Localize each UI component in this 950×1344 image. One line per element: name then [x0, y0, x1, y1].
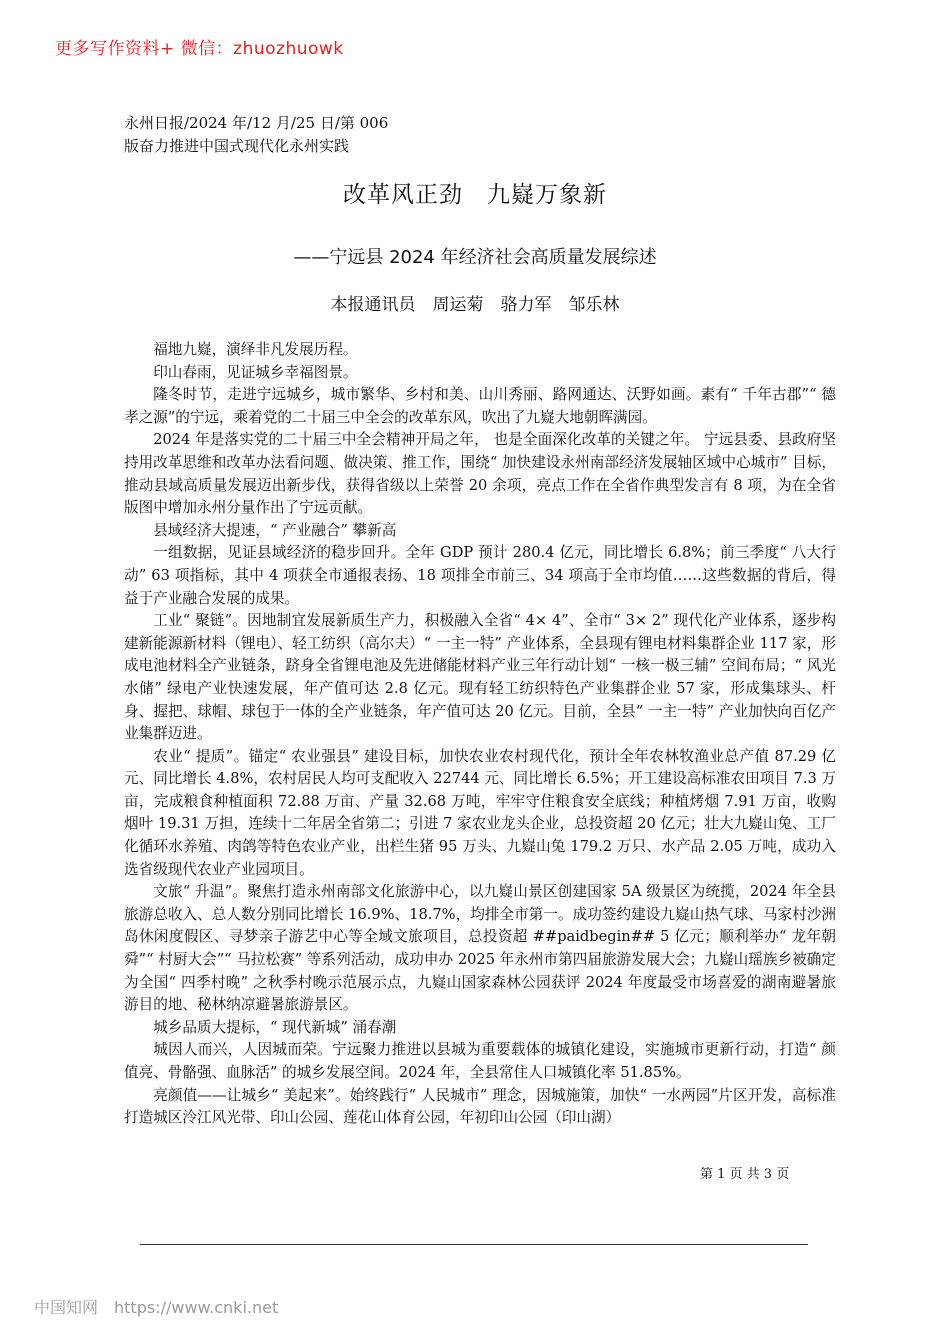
source-line-2: 版奋力推进中国式现代化永州实践 — [124, 137, 350, 155]
watermark-url[interactable]: https://www.cnki.net — [114, 1298, 279, 1317]
paragraph-industry: 工业“ 聚链”。因地制宜发展新质生产力，积极融入全省“ 4× 4”、全市“ 3× 2” 现代化产业体系，逐步构建新能源新材料（锂电）、轻工纺织（高尔夫）“ 一主一特” 产业体系，全县现有锂电材料集群企业 117 家，形成电池材料全产业链条，跻身全省锂电池及先进储能材料产业三年行动计划“ 一核一极三辅” 空间布局；“ 风光水储” 绿电产业快速发展，年产值可达 2.8 亿元。现有轻工纺织特色产业集群企业 57 家，形成集球头、杆身、握把、球帽、球包于一体的全产业链条，年产值可达 20 亿元。目前，全县“ 一主一特” 产业加快向百亿产业集群迈进。 — [124, 612, 836, 743]
footer-divider — [140, 1244, 808, 1245]
section-heading-urban: 城乡品质大提标，“ 现代新城” 涌春潮 — [153, 1018, 397, 1036]
paragraph-1: 福地九嶷，演绎非凡发展历程。 — [153, 341, 358, 358]
paragraph-12: 亮颜值——让城乡“ 美起来”。始终践行“ 人民城市” 理念，因城施策，加快“ 一水两园”片区开发，高标准打造城区泠江风光带、印山公园、莲花山体育公园，年初印山公园（印山湖） — [124, 1086, 836, 1127]
source-line-1: 永州日报/2024 年/12 月/25 日/第 006 — [124, 114, 389, 132]
byline: 本报通讯员 周运菊 骆力军 邹乐林 — [330, 295, 620, 315]
promo-banner[interactable]: 更多写作资料+ 微信：zhuozhuowk — [55, 39, 344, 59]
paragraph-11: 城因人而兴，人因城而荣。宁远聚力推进以县城为重要载体的城镇化建设，实施城市更新行动，打造“ 颜值亮、骨骼强、血脉活” 的城乡发展空间。2024 年，全县常住人口城镇化率 51.85%。 — [124, 1041, 836, 1081]
section-heading-economy: 县域经济大提速，“ 产业融合” 攀新高 — [153, 521, 397, 539]
article-body — [124, 339, 836, 1130]
watermark-brand: 中国知网 — [34, 1298, 99, 1317]
cnki-watermark — [34, 1295, 278, 1318]
paragraph-4: 2024 年是落实党的二十届三中全会精神开局之年， 也是全面深化改革的关键之年。 宁远县委、县政府坚持用改革思维和改革办法看问题、做决策、推工作，围绕“ 加快建设永州南部经济发展轴区域中心城市” 目标，推动县域高质量发展迈出新步伐，获得省级以上荣誉 20 余项，亮点工作在全省作典型发言有 8 项，为在全省版图中增加永州分量作出了宁远贡献。 — [124, 431, 836, 517]
paragraph-3: 隆冬时节，走进宁远城乡，城市繁华、乡村和美、山川秀丽、路网通达、沃野如画。素有“ 千年古郡”“ 德孝之源”的宁远，乘着党的二十届三中全会的改革东风，吹出了九嶷大地朝晖满园。 — [124, 386, 836, 426]
paragraph-2: 印山春雨，见证城乡幸福图景。 — [153, 363, 358, 381]
paragraph-agriculture: 农业“ 提质”。锚定“ 农业强县” 建设目标，加快农业农村现代化，预计全年农林牧渔业总产值 87.29 亿元、同比增长 4.8%，农村居民人均可支配收入 22744 元、同比增长 6.5%；开工建设高标准农田项目 7.3 万亩，完成粮食种植面积 72.88 万亩、产量 32.68 万吨，牢牢守住粮食安全底线；种植烤烟 7.91 万亩，收购烟叶 19.31 万担，连续十二年居全省第二；引进 7 家农业龙头企业，总投资超 20 亿元；壮大九嶷山兔、工厂化循环水养殖、肉鸽等特色农业产业，出栏生猪 95 万头、九嶷山兔 179.2 万只、水产品 2.05 万吨，成功入选省级现代农业产业园项目。 — [124, 747, 836, 878]
article-title: 改革风正劲 九嶷万象新 — [343, 182, 607, 208]
paragraph-6: 一组数据，见证县域经济的稳步回升。全年 GDP 预计 280.4 亿元，同比增长 6.8%；前三季度“ 八大行动” 63 项指标，其中 4 项获全市通报表扬、18 项排全市前三、34 项高于全市均值……这些数据的背后，得益于产业融合发展的成果。 — [124, 544, 836, 607]
paragraph-tourism: 文旅“ 升温”。聚焦打造永州南部文化旅游中心，以九嶷山景区创建国家 5A 级景区为统揽，2024 年全县旅游总收入、总人数分别同比增长 16.9%、18.7%，均排全市第一。成功签约建设九嶷山热气球、马家村沙洲岛休闲度假区、寻梦亲子游艺中心等全域文旅项目，总投资超 ##paidbegin## 5 亿元；顺利举办“ 龙年朝舜”“ 村厨大会”“ 马拉松赛” 等系列活动，成功申办 2025 年永州市第四届旅游发展大会；九嶷山瑶族乡被确定为全国“ 四季村晚” 之秋季村晚示范展示点，九嶷山国家森林公园获评 2024 年度最受市场喜爱的湖南避暑旅游目的地、秘林纳凉避暑旅游景区。 — [124, 883, 836, 1014]
page-number: 第 1 页 共 3 页 — [700, 1167, 790, 1182]
source-info — [124, 112, 824, 158]
article-subtitle: ——宁远县 2024 年经济社会高质量发展综述 — [293, 247, 657, 268]
